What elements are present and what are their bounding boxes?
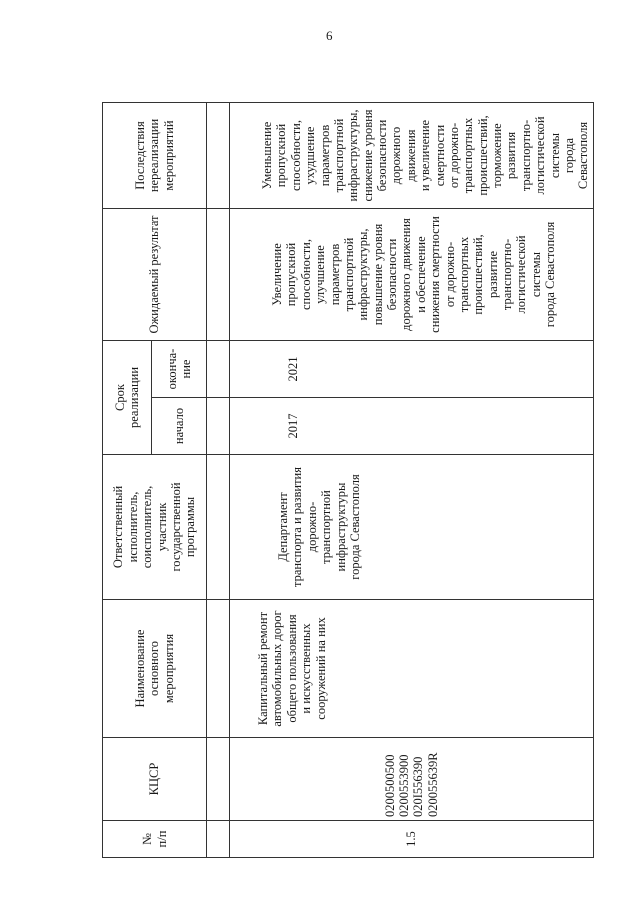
header-name: Наименование основного мероприятия	[103, 600, 207, 738]
header-num: № п/п	[103, 821, 207, 858]
header-term-end: оконча- ние	[152, 341, 207, 398]
spacer-row	[207, 103, 230, 858]
header-executor: Ответственный исполнитель, соисполнитель, участник государственной программы	[103, 455, 207, 600]
row-start: 2017	[230, 398, 594, 455]
row-result: Увеличение пропускной способности, улучшение параметров транспортной инфраструктуры, повышение уровня безопасности дорожного движения и обеспечение снижения смертности от дорожно- транспортных происшествий, развитие транспортно- логистической системы города Севастополя	[230, 209, 594, 341]
row-kcsr: 0200500500 0200553900 020I556390 020055639R	[230, 738, 594, 821]
header-kcsr: КЦСР	[103, 738, 207, 821]
row-name: Капитальный ремонт автомобильных дорог общего пользования и искусственных сооружений на них	[230, 600, 594, 738]
page-number: 6	[326, 28, 333, 43]
row-consequences: Уменьшение пропускной способности, ухудшение параметров транспортной инфраструктуры, снижение уровня безопасности дорожного движения и увеличение смертности от дорожно- транспортных происшествий, торможение развития транспортно- логистической системы города Севастополя	[230, 103, 594, 209]
rotated-table-wrapper	[102, 103, 602, 858]
header-term-start: начало	[152, 398, 207, 455]
row-end: 2021	[230, 341, 594, 398]
header-row	[103, 103, 152, 858]
row-num: 1.5	[230, 821, 594, 858]
header-result: Ожидаемый результат	[103, 209, 207, 341]
header-term: Срок реализации	[103, 341, 152, 455]
row-executor: Департамент транспорта и развития дорожно- транспортной инфраструктуры города Севастополя	[230, 455, 594, 600]
table-row	[230, 103, 594, 858]
header-consequences: Последствия нереализации мероприятий	[103, 103, 207, 209]
measures-table	[102, 102, 594, 858]
